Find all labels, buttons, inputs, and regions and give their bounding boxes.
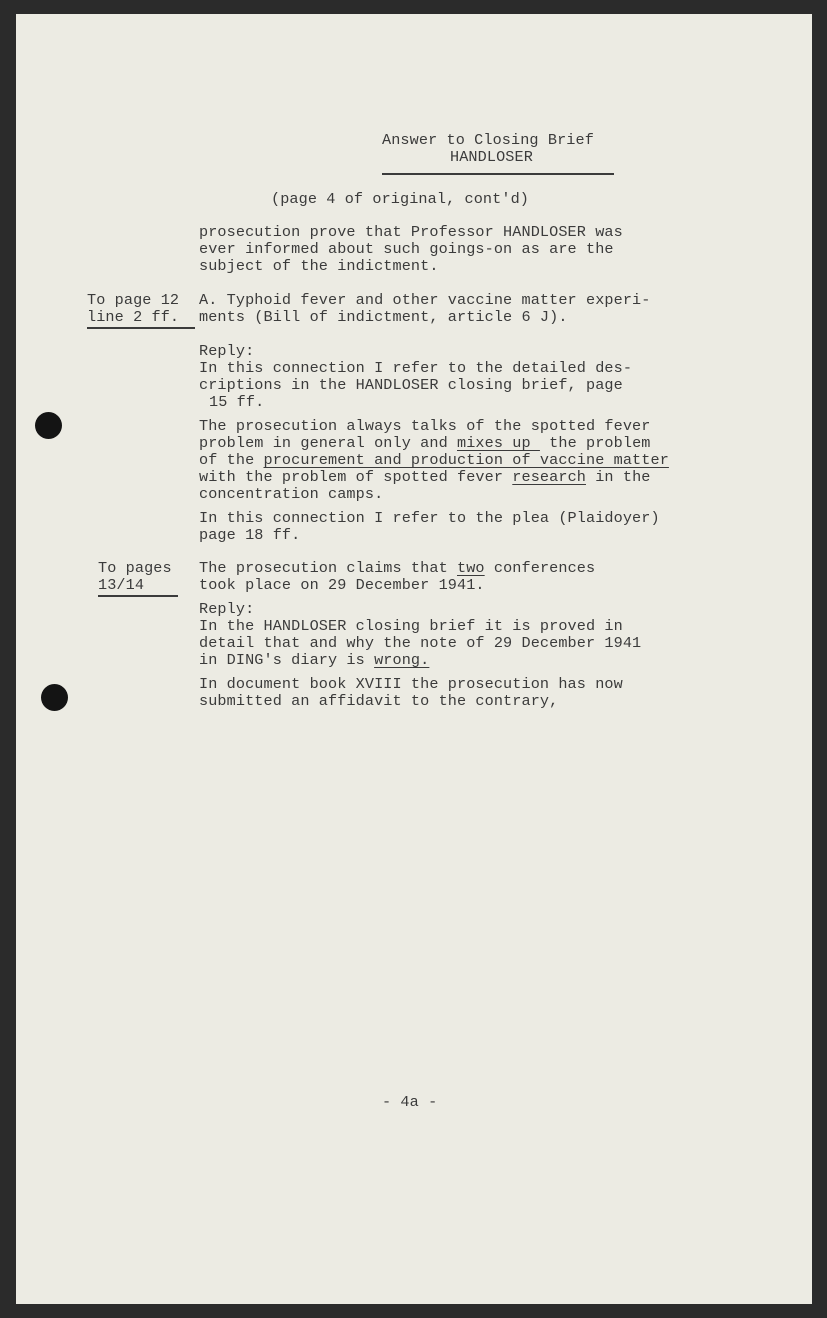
spotted-line-2: problem in general only and mixes up the problem [199,434,651,452]
punch-hole-top [35,412,62,439]
document-line-2: submitted an affidavit to the contrary, [199,692,559,710]
spotted-line-4: with the problem of spotted fever research in the [199,468,651,486]
page-number: - 4a - [382,1093,438,1111]
underlined-two: two [457,559,485,577]
reply-2-line-3: in DING's diary is wrong. [199,651,430,669]
intro-line-1: prosecution prove that Professor HANDLOSER was [199,223,623,241]
reply-2-label: Reply: [199,600,255,618]
plea-line-2: page 18 ff. [199,526,301,544]
margin-note-rule-1 [87,327,195,329]
reply-2-line-1: In the HANDLOSER closing brief it is proved in [199,617,623,635]
plea-line-1: In this connection I refer to the plea (Plaidoyer) [199,509,660,527]
continuation-note: (page 4 of original, cont'd) [271,190,529,208]
margin-note-page-12: To page 12 [87,291,180,309]
spotted-line-5: concentration camps. [199,485,384,503]
conference-line-1: The prosecution claims that two conferences [199,559,596,577]
document-page [16,14,812,1304]
conference-line-2: took place on 29 December 1941. [199,576,485,594]
intro-line-2: ever informed about such goings-on as are the [199,240,614,258]
reply-1-label: Reply: [199,342,255,360]
margin-note-pages: To pages [98,559,172,577]
section-a-line-1: A. Typhoid fever and other vaccine matter experi- [199,291,651,309]
document-line-1: In document book XVIII the prosecution has now [199,675,623,693]
underlined-mixes-up: mixes up [457,434,540,452]
margin-note-rule-2 [98,595,178,597]
spotted-line-1: The prosecution always talks of the spotted fever [199,417,651,435]
reply-1-line-2: criptions in the HANDLOSER closing brief, page [199,376,623,394]
reply-1-line-1: In this connection I refer to the detailed des- [199,359,633,377]
underlined-wrong: wrong. [374,651,430,669]
spotted-line-3: of the procurement and production of vaccine matter [199,451,669,469]
header-rule [382,173,614,175]
punch-hole-bottom [41,684,68,711]
header-title: Answer to Closing Brief [382,131,594,149]
underlined-procurement: procurement and production of vaccine matter [263,451,669,469]
intro-line-3: subject of the indictment. [199,257,439,275]
header-defendant: HANDLOSER [450,148,533,166]
reply-1-line-3: 15 ff. [209,393,265,411]
reply-2-line-2: detail that and why the note of 29 December 1941 [199,634,642,652]
margin-note-13-14: 13/14 [98,576,145,594]
margin-note-line-2: line 2 ff. [87,308,180,326]
underlined-research: research [512,468,586,486]
section-a-line-2: ments (Bill of indictment, article 6 J). [199,308,568,326]
